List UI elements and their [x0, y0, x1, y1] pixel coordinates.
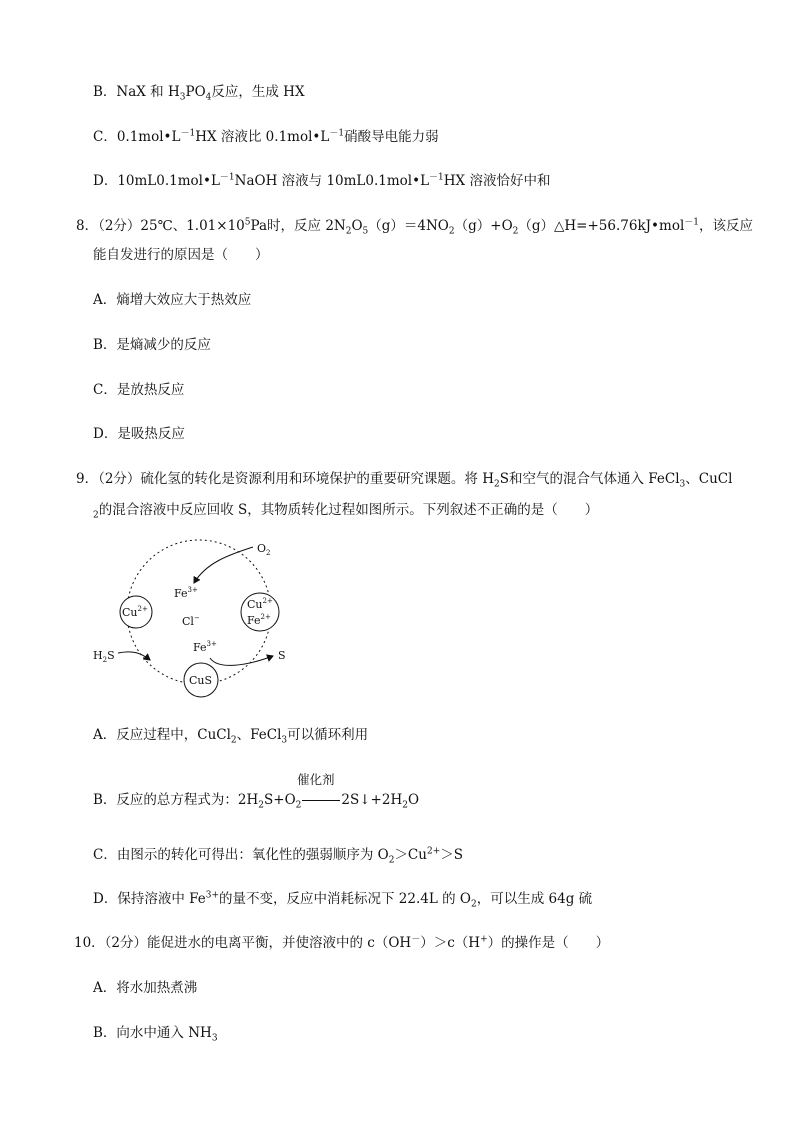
- catalyst-label: 催化剂: [297, 772, 335, 787]
- q10-option-a: A．将水加热煮沸: [93, 980, 198, 996]
- substance-conversion-diagram: [88, 533, 328, 708]
- o2-label: $O_2$: [257, 542, 271, 557]
- q10-stem: 10．（2分）能促进水的电离平衡，并使溶液中的 c（OH－）＞c（H+）的操作是（ ）: [74, 934, 610, 951]
- reaction-arrow-line: [302, 800, 340, 801]
- q9-option-a: A．反应过程中，CuCl$_2$、FeCl$_3$可以循环利用: [93, 727, 369, 746]
- fe3-bottom-label: $Fe^{3+}$: [193, 640, 217, 654]
- h2s-arrow: [118, 652, 150, 660]
- q8-stem-line1: 8．（2分）25℃、$1.01\times 10^5Pa$时，反应 $2N_2O_5(g)=4NO_2(g)+O_2(g)\triangle H=+56.76kJ•mol^{-1}$，该反应: [76, 217, 753, 237]
- q9-stem-line1: 9．（2分）硫化氢的转化是资源利用和环境保护的重要研究课题。将 $H_2S$和空气的混合气体通入 FeCl$_3$、CuCl: [76, 471, 733, 490]
- cl-label: Cl−: [182, 614, 200, 628]
- cus-label: CuS: [189, 674, 213, 687]
- q8-option-a: A．熵增大效应大于热效应: [93, 292, 252, 308]
- q7-option-d: D．$10mL0.1mol•L^{-1}NaOH$ 溶液与 $10mL0.1mol•L^{-1}HX$ 溶液恰好中和: [93, 172, 551, 189]
- q8-option-d: D．是吸热反应: [93, 426, 185, 442]
- q9-option-b: B．反应的总方程式为：$2H_2S+O_2$ $2S↓+2H_2O$: [93, 792, 420, 811]
- q9-option-d: D．保持溶液中 $Fe^{3+}$的量不变，反应中消耗标况下 22.4L 的 $O_2$，可以生成 64g 硫: [93, 890, 593, 910]
- cu2-right-label: $Cu^{2+}$: [247, 597, 273, 611]
- cu2-left-label: $Cu^{2+}$: [122, 605, 148, 619]
- fe3-top-label: $Fe^{3+}$: [174, 586, 198, 600]
- q7-option-b: B．NaX 和 $H_3PO_4$反应，生成 HX: [93, 84, 305, 103]
- q8-stem-line2: 能自发进行的原因是（ ）: [93, 247, 269, 263]
- q8-option-b: B．是熵减少的反应: [93, 337, 211, 353]
- q7-option-c: C．$0.1mol•L^{-1}HX$ 溶液比 $0.1mol•L^{-1}$硝酸导电能力弱: [93, 128, 439, 145]
- h2s-label: $H_2S$: [93, 649, 115, 664]
- q8-option-c: C．是放热反应: [93, 382, 185, 398]
- s-label: S: [278, 649, 286, 662]
- q9-option-c: C．由图示的转化可得出：氧化性的强弱顺序为 $O_2>Cu^{2+}>S$: [93, 846, 463, 866]
- s-arrow: [210, 656, 273, 665]
- q9-stem-line2: $_2$的混合溶液中反应回收 S，其物质转化过程如图所示。下列叙述不正确的是（ ）: [93, 502, 599, 521]
- q10-option-b: B．向水中通入 $NH_3$: [93, 1025, 218, 1044]
- fe2-right-label: $Fe^{2+}$: [247, 613, 271, 627]
- o2-arrow: [194, 547, 253, 583]
